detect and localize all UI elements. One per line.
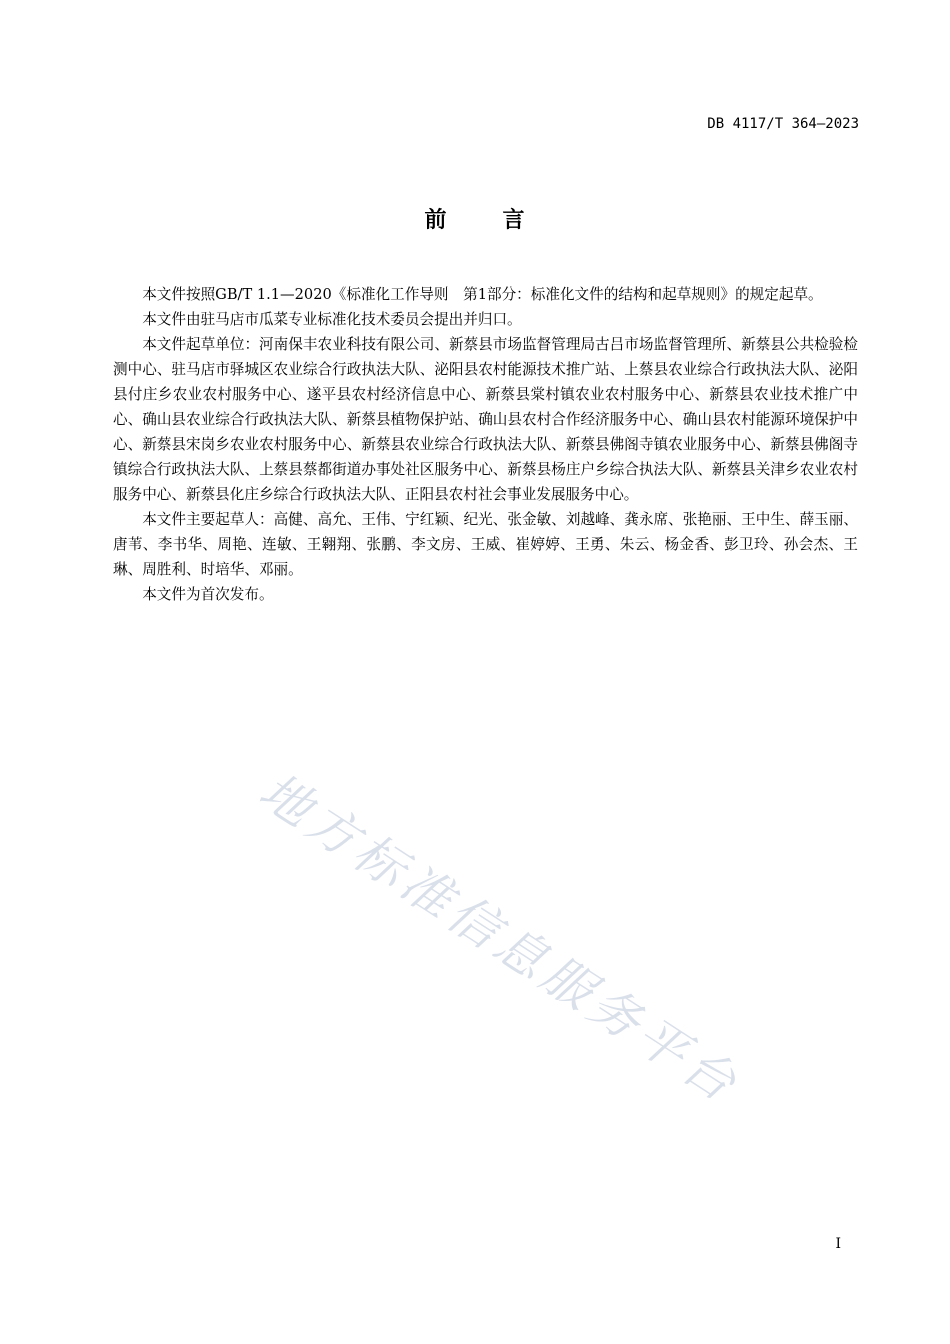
document-code: DB 4117/T 364—2023 [707, 116, 859, 132]
paragraph-drafters: 本文件主要起草人：高健、高允、王伟、宁红颖、纪光、张金敏、刘越峰、龚永席、张艳丽、王中生、薛玉丽、唐苇、李书华、周艳、连敏、王翱翔、张鹏、李文房、王威、崔婷婷、王勇、朱云、杨金香、彭卫玲、孙会杰、王琳、周胜利、时培华、邓丽。 [113, 511, 858, 578]
paragraph-drafting-rules: 本文件按照GB/T 1.1—2020《标准化工作导则 第1部分：标准化文件的结构和起草规则》的规定起草。 [142, 286, 823, 303]
paragraph-proposer: 本文件由驻马店市瓜菜专业标准化技术委员会提出并归口。 [142, 311, 522, 328]
foreword-body [113, 282, 858, 607]
page-number: I [835, 1236, 841, 1252]
page-title: 前言 [424, 208, 581, 233]
watermark: 地方标准信息服务平台 [249, 761, 751, 1116]
paragraph-first-release: 本文件为首次发布。 [142, 586, 274, 603]
paragraph-drafting-units: 本文件起草单位：河南保丰农业科技有限公司、新蔡县市场监督管理局古吕市场监督管理所、新蔡县公共检验检测中心、驻马店市驿城区农业综合行政执法大队、泌阳县农村能源技术推广站、上蔡县农业综合行政执法大队、泌阳县付庄乡农业农村服务中心、遂平县农村经济信息中心、新蔡县棠村镇农业农村服务中心、新蔡县农业技术推广中心、确山县农业综合行政执法大队、新蔡县植物保护站、确山县农村合作经济服务中心、确山县农村能源环境保护中心、新蔡县宋岗乡农业农村服务中心、新蔡县农业综合行政执法大队、新蔡县佛阁寺镇农业服务中心、新蔡县佛阁寺镇综合行政执法大队、上蔡县蔡都街道办事处社区服务中心、新蔡县杨庄户乡综合执法大队、新蔡县关津乡农业农村服务中心、新蔡县化庄乡综合行政执法大队、正阳县农村社会事业发展服务中心。 [113, 336, 858, 503]
